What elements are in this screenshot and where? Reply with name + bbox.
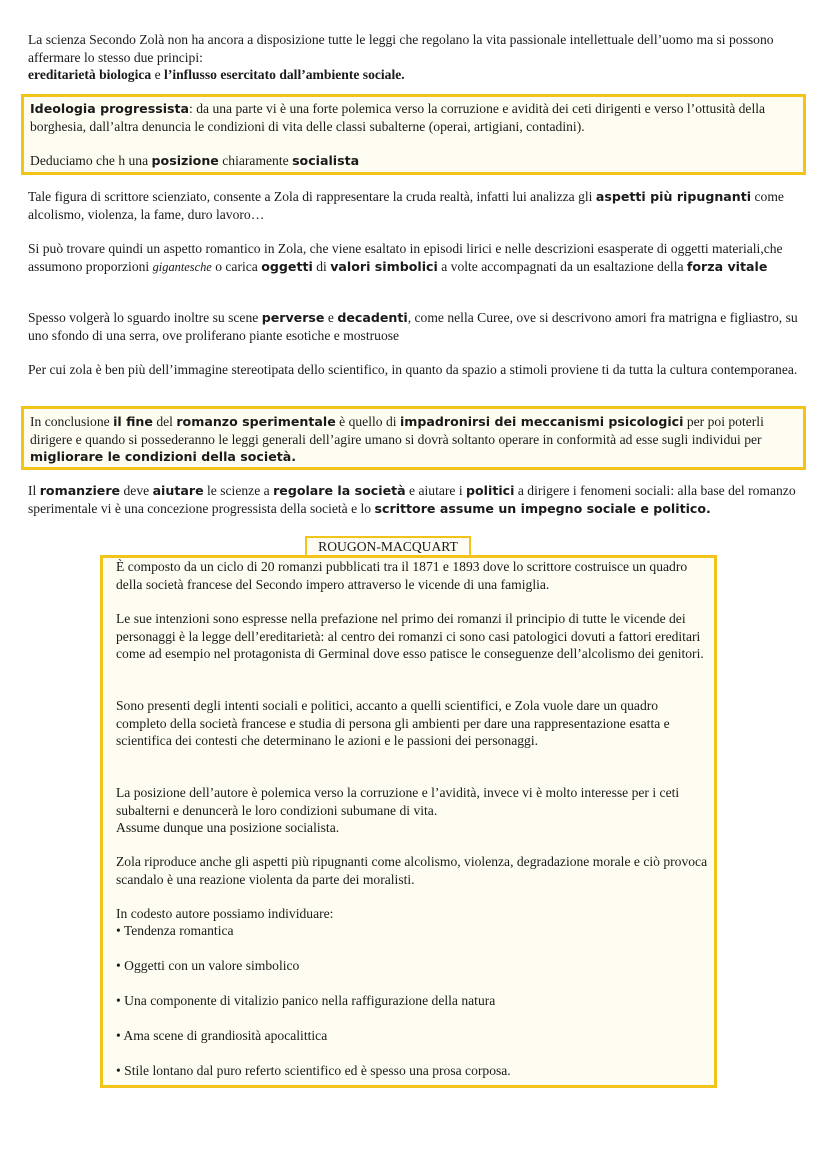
deduciamo-mid: chiaramente xyxy=(218,153,293,169)
rougon-title-box xyxy=(305,536,471,557)
bullet-item: • Ama scene di grandiosità apocalittica xyxy=(116,1028,328,1043)
deduciamo-text: Deduciamo che h una xyxy=(30,153,152,169)
rougon-box xyxy=(100,555,717,1088)
deduciamo-bold-socialista: socialista xyxy=(292,153,360,169)
ideologia-text: : da una parte vi è una forte polemica verso la corruzione e avidità dei ceti dirigenti e verso l’ottusità della borghesia, dall’altra denuncia le condizioni di vita delle classi subalterne (operai, artigiani, contadini). xyxy=(30,101,766,134)
immagine-paragraph xyxy=(28,361,800,379)
bullet-item: • Stile lontano dal puro referto scientifico ed è spesso una prosa corposa. xyxy=(116,1063,511,1078)
conclusione-bold-meccanismi: impadronirsi dei meccanismi psicologici xyxy=(399,414,684,429)
intro-connector: e xyxy=(151,67,165,83)
romanziere-bold-politici: politici xyxy=(466,483,515,498)
romantico-bold-oggetti: oggetti xyxy=(261,258,313,274)
bullet-item: • Tendenza romantica xyxy=(116,923,234,938)
romanziere-mid3: e aiutare i xyxy=(405,483,467,498)
ideologia-box xyxy=(21,94,806,175)
rougon-p4 xyxy=(116,784,708,837)
conclusione-mid3: per poi poterli dirigere e quando si possederanno le leggi generali dell’agire umano si dovrà soltanto operare in conformità ad esse sugli individui per xyxy=(30,414,764,447)
conclusione-bold-romanzo: romanzo sperimentale xyxy=(176,414,336,429)
scienziato-text: Tale figura di scrittore scienziato, consente a Zola di rappresentare la cruda realtà, infatti lui analizza gli xyxy=(28,189,596,204)
perverse-bold-perverse: perverse xyxy=(261,310,325,325)
romanziere-bold-romanziere: romanziere xyxy=(39,483,121,498)
conclusione-text: In conclusione xyxy=(30,414,114,429)
perverse-bold-decadenti: decadenti xyxy=(337,310,408,325)
perverse-post: , come nella Curee, ove si descrivono amori fra matrigna e figliastro, su uno sfondo di una serra, ove proliferano piante esotiche e mostruose xyxy=(28,310,798,343)
bullet-item: • Una componente di vitalizio panico nella raffigurazione della natura xyxy=(116,993,496,1008)
romanziere-bold-aiutare: aiutare xyxy=(152,483,204,498)
ideologia-bold: Ideologia progressista xyxy=(30,101,190,116)
intro-paragraph xyxy=(28,31,800,84)
romanziere-paragraph xyxy=(28,482,800,517)
rougon-p4b: Assume dunque una posizione socialista. xyxy=(116,820,340,836)
romanziere-bold-scrittore: scrittore assume un impegno sociale e politico. xyxy=(374,500,711,516)
romanziere-mid1: deve xyxy=(120,483,153,498)
rougon-title: ROUGON-MACQUART xyxy=(318,539,458,554)
romantico-bold-forza: forza vitale xyxy=(686,258,768,274)
romantico-mid1: o carica xyxy=(211,258,262,274)
rougon-p6: In codesto autore possiamo individuare: xyxy=(116,906,334,921)
intro-text: La scienza Secondo Zolà non ha ancora a disposizione tutte le leggi che regolano la vita passionale intellettuale dell’uomo ma si possono affermare lo stesso due principi: xyxy=(28,32,774,65)
romantico-text: Si può trovare quindi un aspetto romantico in Zola, che viene esaltato in episodi lirici e nelle descrizioni esasperate di oggetti materiali,che assumono proporzioni xyxy=(28,241,783,274)
romanziere-mid4: a dirigere i fenomeni sociali: alla base del romanzo sperimentale vi è una concezione progressista della società e lo xyxy=(28,483,796,516)
intro-bold-ereditarieta: ereditarietà biologica xyxy=(28,67,152,83)
conclusione-bold-fine: il fine xyxy=(113,414,153,429)
rougon-p2: Le sue intenzioni sono espresse nella prefazione nel primo dei romanzi il principio di tutte le vicende dei personaggi è la legge dell’ereditarietà: al centro dei romanzi ci sono casi patologici dovuti a fattori ereditari come ad esempio nel protagonista di Germinal dove esso patisce le conseguenze dell’alcolismo dei genitori. xyxy=(116,611,704,662)
romantico-mid3: a volte accompagnati da un esaltazione della xyxy=(437,258,687,274)
romantico-italic: gigantesche xyxy=(152,259,212,274)
romanziere-bold-regolare: regolare la società xyxy=(273,483,406,498)
perverse-paragraph xyxy=(28,309,800,344)
rougon-p1: È composto da un ciclo di 20 romanzi pubblicati tra il 1871 e 1893 dove lo scrittore costruisce un quadro della società francese del Secondo impero attraverso le vicende di una famiglia. xyxy=(116,559,688,592)
romantico-mid2: di xyxy=(312,258,331,274)
immagine-text: Per cui zola è ben più dell’immagine stereotipata dello scientifico, in quanto da spazio a stimoli proviene ti da tutta la cultura contemporanea. xyxy=(28,362,798,377)
romanziere-text: Il xyxy=(28,483,40,498)
rougon-p4a: La posizione dell’autore è polemica verso la corruzione e l’avidità, invece vi è molto interesse per i ceti subalterni e denuncerà le loro condizioni subumane di vita. xyxy=(116,785,680,818)
perverse-text: Spesso volgerà lo sguardo inoltre su scene xyxy=(28,310,262,325)
romantico-paragraph xyxy=(28,240,800,276)
romanziere-mid2: le scienze a xyxy=(203,483,274,498)
romantico-bold-valori: valori simbolici xyxy=(330,258,438,274)
conclusione-box xyxy=(21,406,806,470)
bullet-item: • Oggetti con un valore simbolico xyxy=(116,958,300,973)
conclusione-mid1: del xyxy=(152,414,177,429)
conclusione-bold-migliorare: migliorare le condizioni della società. xyxy=(30,449,297,465)
deduciamo-bold-posizione: posizione xyxy=(151,153,219,169)
scienziato-bold: aspetti più ripugnanti xyxy=(595,189,752,204)
scienziato-paragraph xyxy=(28,188,800,223)
scienziato-post: come alcolismo, violenza, la fame, duro lavoro… xyxy=(28,189,784,222)
intro-bold-ambiente: l’influsso esercitato dall’ambiente sociale. xyxy=(164,67,405,83)
conclusione-mid2: è quello di xyxy=(335,414,400,429)
rougon-p3: Sono presenti degli intenti sociali e politici, accanto a quelli scientifici, e Zola vuole dare un quadro completo della società francese e studia di persona gli ambienti per dare una rappresentazione esatta e scientifica dei contesti che determinano le azioni e le passioni dei personaggi. xyxy=(116,698,670,749)
rougon-p5: Zola riproduce anche gli aspetti più ripugnanti come alcolismo, violenza, degradazione morale e ciò provoca scandalo è una reazione violenta da parte dei moralisti. xyxy=(116,854,708,887)
perverse-mid: e xyxy=(324,310,338,325)
